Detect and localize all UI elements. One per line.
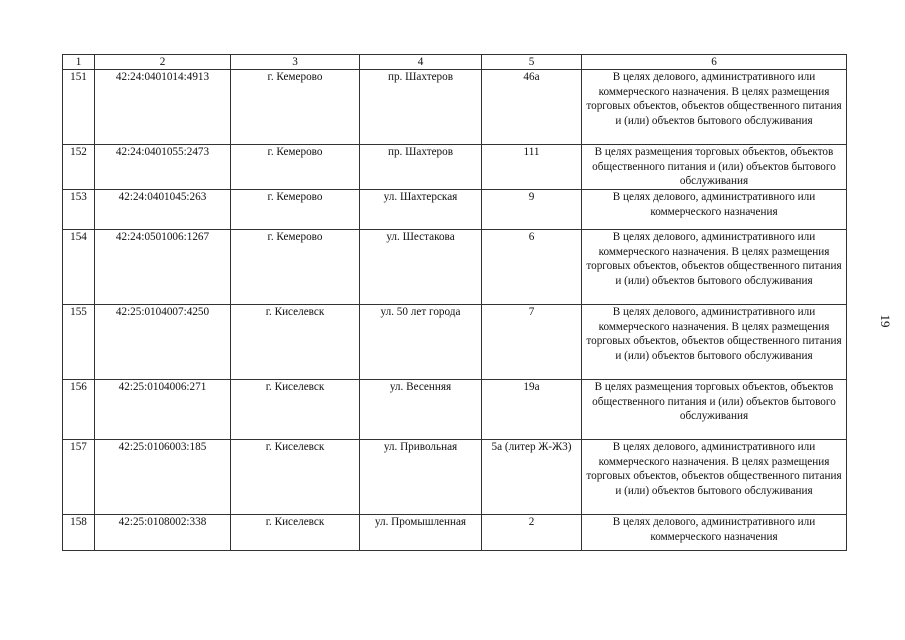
city: г. Кемерово [231, 230, 360, 305]
column-header: 2 [95, 55, 231, 70]
cadastral-number: 42:25:0104007:4250 [95, 305, 231, 380]
cadastral-number: 42:24:0401055:2473 [95, 145, 231, 190]
row-number: 154 [63, 230, 95, 305]
table-row [63, 145, 847, 190]
page-number: 19 [878, 314, 893, 328]
column-header: 1 [63, 55, 95, 70]
city: г. Кемерово [231, 70, 360, 145]
city: г. Киселевск [231, 440, 360, 515]
street: ул. Шестакова [360, 230, 482, 305]
street: ул. Весенняя [360, 380, 482, 440]
row-number: 157 [63, 440, 95, 515]
cadastral-number: 42:25:0104006:271 [95, 380, 231, 440]
table-row [63, 440, 847, 515]
cadastral-number: 42:25:0106003:185 [95, 440, 231, 515]
table-row [63, 380, 847, 440]
table-row [63, 515, 847, 551]
house-number: 5а (литер Ж-Ж3) [482, 440, 582, 515]
row-number: 151 [63, 70, 95, 145]
house-number: 7 [482, 305, 582, 380]
purpose: В целях делового, административного или коммерческого назначения. В целях размещения торговых объектов, объектов общественного питания и (или) объектов бытового обслуживания [582, 230, 847, 305]
house-number: 19а [482, 380, 582, 440]
city: г. Кемерово [231, 145, 360, 190]
row-number: 153 [63, 190, 95, 230]
purpose: В целях делового, административного или коммерческого назначения [582, 515, 847, 551]
table-header-row [63, 55, 847, 70]
street: ул. Шахтерская [360, 190, 482, 230]
table-row [63, 230, 847, 305]
cadastral-number: 42:24:0401014:4913 [95, 70, 231, 145]
street: ул. Привольная [360, 440, 482, 515]
row-number: 155 [63, 305, 95, 380]
city: г. Киселевск [231, 380, 360, 440]
purpose: В целях делового, административного или коммерческого назначения. В целях размещения торговых объектов, объектов общественного питания и (или) объектов бытового обслуживания [582, 70, 847, 145]
house-number: 111 [482, 145, 582, 190]
purpose: В целях делового, административного или коммерческого назначения. В целях размещения торговых объектов, объектов общественного питания и (или) объектов бытового обслуживания [582, 305, 847, 380]
table-row [63, 305, 847, 380]
purpose: В целях размещения торговых объектов, объектов общественного питания и (или) объектов бытового обслуживания [582, 380, 847, 440]
purpose: В целях делового, административного или коммерческого назначения [582, 190, 847, 230]
house-number: 46а [482, 70, 582, 145]
column-header: 4 [360, 55, 482, 70]
row-number: 152 [63, 145, 95, 190]
street: ул. 50 лет города [360, 305, 482, 380]
table-row [63, 70, 847, 145]
purpose: В целях делового, административного или коммерческого назначения. В целях размещения торговых объектов, объектов общественного питания и (или) объектов бытового обслуживания [582, 440, 847, 515]
row-number: 158 [63, 515, 95, 551]
purpose: В целях размещения торговых объектов, объектов общественного питания и (или) объектов бытового обслуживания [582, 145, 847, 190]
cadastral-number: 42:24:0501006:1267 [95, 230, 231, 305]
column-header: 6 [582, 55, 847, 70]
street: ул. Промышленная [360, 515, 482, 551]
cadastral-number: 42:24:0401045:263 [95, 190, 231, 230]
house-number: 6 [482, 230, 582, 305]
column-header: 5 [482, 55, 582, 70]
house-number: 2 [482, 515, 582, 551]
city: г. Киселевск [231, 305, 360, 380]
street: пр. Шахтеров [360, 145, 482, 190]
street: пр. Шахтеров [360, 70, 482, 145]
property-table [62, 54, 847, 551]
table-row [63, 190, 847, 230]
house-number: 9 [482, 190, 582, 230]
cadastral-number: 42:25:0108002:338 [95, 515, 231, 551]
city: г. Киселевск [231, 515, 360, 551]
column-header: 3 [231, 55, 360, 70]
row-number: 156 [63, 380, 95, 440]
city: г. Кемерово [231, 190, 360, 230]
